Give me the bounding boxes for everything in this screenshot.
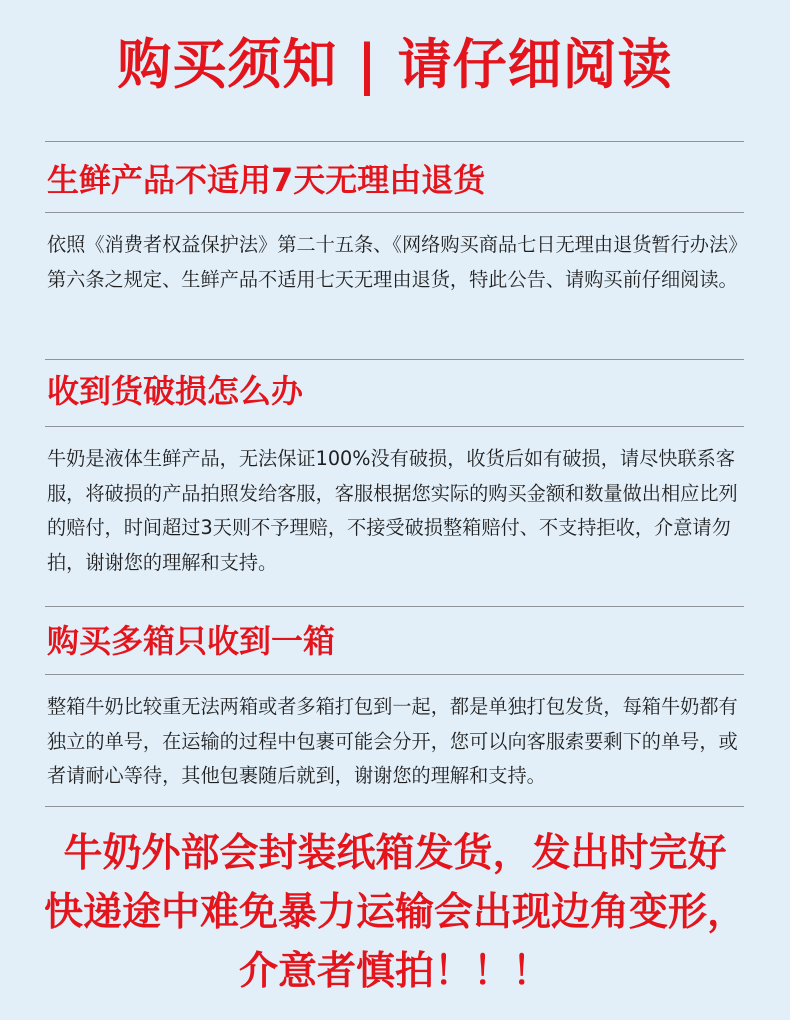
footer-warning-line-3: 介意者慎拍！！！ [238,949,551,994]
footer-warning-line-1: 牛奶外部会封装纸箱发货，发出时完好 [63,831,727,876]
divider [45,359,744,360]
section-heading-no-return: 生鲜产品不适用7天无理由退货 [47,161,486,199]
section-heading-damage: 收到货破损怎么办 [47,372,304,410]
divider [45,606,744,607]
divider [45,426,744,427]
footer-warning-line-2: 快递途中难免暴力运输会出现边角变形， [43,890,746,935]
section-body-no-return: 依照《消费者权益保护法》第二十五条、《网络购买商品七日无理由退货暂行办法》第六条之规定、生鲜产品不适用七天无理由退货，特此公告、请购买前仔细阅读。 [47,233,738,291]
section-body-multi-box: 整箱牛奶比较重无法两箱或者多箱打包到一起，都是单独打包发货，每箱牛奶都有独立的单号，在运输的过程中包裹可能会分开，您可以向客服索要剩下的单号，或者请耐心等待，其他包裹随后就到，谢谢您的理解和支持。 [47,695,738,787]
section-body-damage: 牛奶是液体生鲜产品，无法保证100%没有破损，收货后如有破损，请尽快联系客服，将破损的产品拍照发给客服，客服根据您实际的购买金额和数量做出相应比列的赔付，时间超过3天则不予理赔，不接受破损整箱赔付、不支持拒收，介意请勿拍，谢谢您的理解和支持。 [47,447,738,574]
divider [45,806,744,807]
page-title: 购买须知 | 请仔细阅读 [117,33,673,96]
divider [45,674,744,675]
divider [45,141,744,142]
section-heading-multi-box: 购买多箱只收到一箱 [47,622,336,660]
divider [45,212,744,213]
